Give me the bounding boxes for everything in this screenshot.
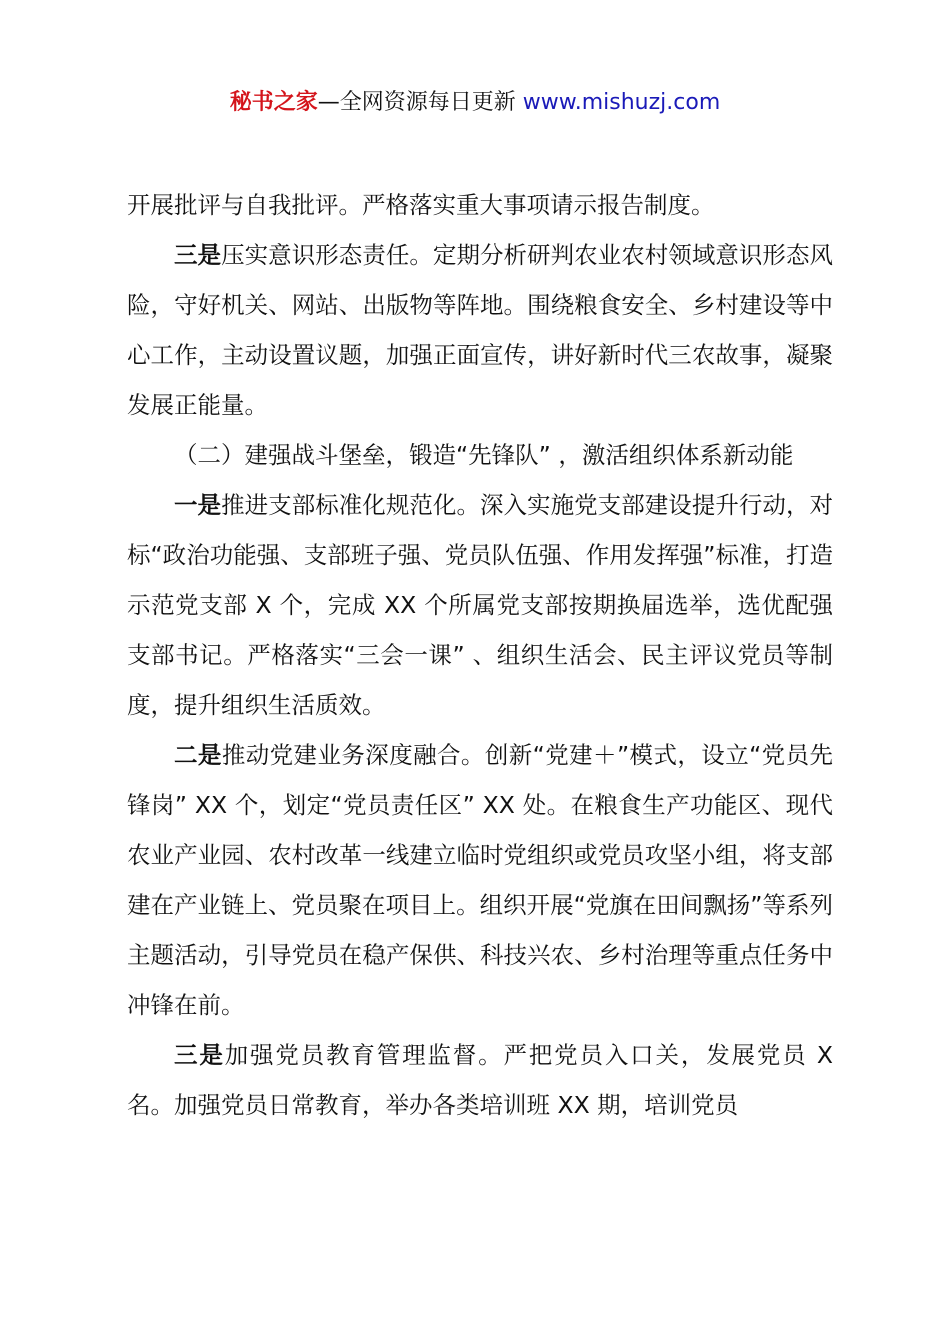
- paragraph-item: [127, 1030, 833, 1130]
- site-name: 秘书之家: [229, 90, 318, 115]
- paragraph-lead: 三是: [174, 241, 222, 269]
- paragraph-item: [127, 730, 833, 1030]
- site-header: [0, 86, 950, 120]
- paragraph-lead: 一是: [174, 491, 222, 519]
- paragraph-continuation: [127, 180, 833, 230]
- paragraph-lead: 二是: [174, 741, 222, 769]
- section-heading: [127, 430, 833, 480]
- paragraph-text: 推动党建业务深度融合。创新“党建＋”模式，设立“党员先锋岗” XX 个，划定“党员责任区” XX 处。在粮食生产功能区、现代农业产业园、农村改革一线建立临时党组织或党员攻坚小组，将支部建在产业链上、党员聚在项目上。组织开展“党旗在田间飘扬”等系列主题活动，引导党员在稳产保供、科技兴农、乡村治理等重点任务中冲锋在前。: [127, 741, 834, 1019]
- paragraph-text: 压实意识形态责任。定期分析研判农业农村领域意识形态风险，守好机关、网站、出版物等阵地。围绕粮食安全、乡村建设等中心工作，主动设置议题，加强正面宣传，讲好新时代三农故事，凝聚发展正能量。: [127, 241, 834, 419]
- paragraph-text: 加强党员教育管理监督。严把党员入口关，发展党员 X 名。加强党员日常教育，举办各类培训班 XX 期，培训党员: [127, 1041, 833, 1119]
- site-tagline: —全网资源每日更新: [317, 90, 523, 115]
- paragraph-text: 开展批评与自我批评。严格落实重大事项请示报告制度。: [127, 191, 715, 219]
- document-body: [127, 180, 833, 1130]
- section-heading-text: （二）建强战斗堡垒，锻造“先锋队” ，激活组织体系新动能: [174, 441, 794, 469]
- site-url-link[interactable]: www.mishuzj.com: [522, 90, 721, 115]
- paragraph-item: [127, 230, 833, 430]
- paragraph-text: 推进支部标准化规范化。深入实施党支部建设提升行动，对标“政治功能强、支部班子强、党员队伍强、作用发挥强”标准，打造示范党支部 X 个，完成 XX 个所属党支部按期换届选举，选优配强支部书记。严格落实“三会一课” 、组织生活会、民主评议党员等制度，提升组织生活质效。: [127, 491, 834, 719]
- paragraph-lead: 三是: [174, 1041, 225, 1069]
- paragraph-item: [127, 480, 833, 730]
